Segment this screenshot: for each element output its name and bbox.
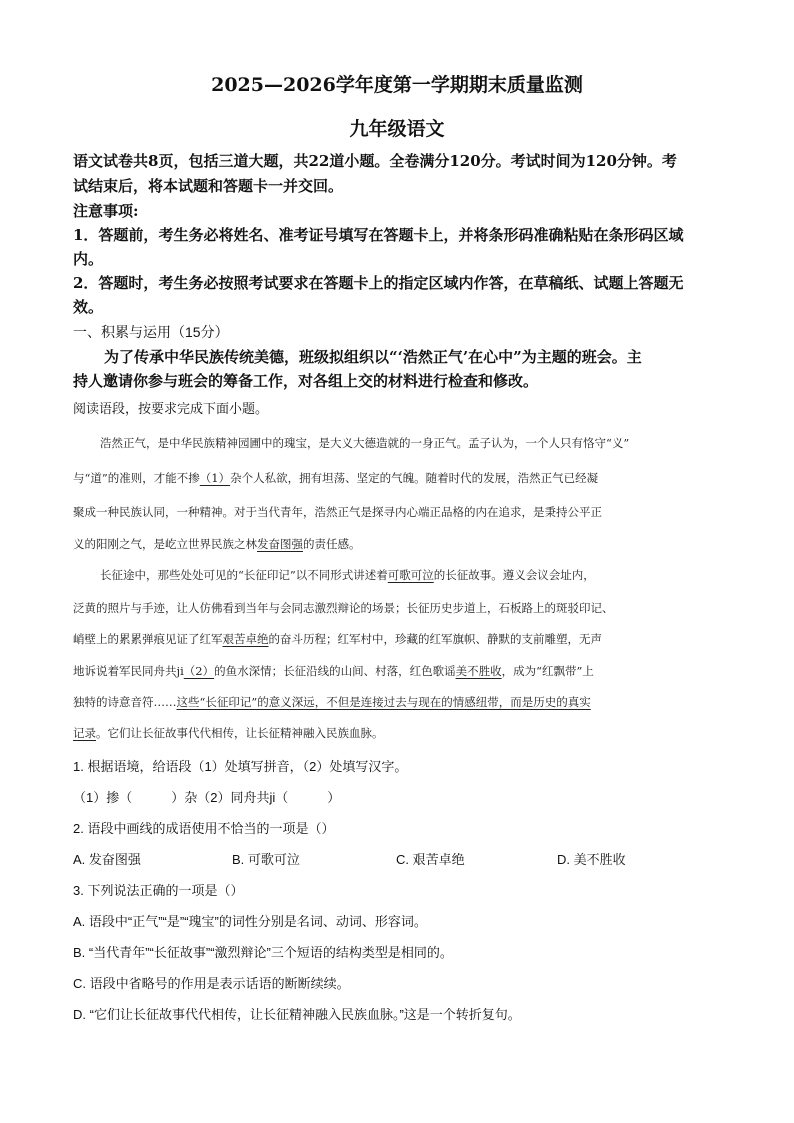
- passage-text: 的长征故事。遵义会议会址内，: [433, 568, 595, 582]
- passage-p1-line-2: [73, 470, 598, 486]
- passage-text: 地诉说着军民同舟共ji: [73, 664, 184, 678]
- passage-text: 义的阳刚之气，是屹立世界民族之林: [73, 537, 257, 551]
- note-1-line-2: 内。: [73, 250, 104, 268]
- underlined-idiom: 发奋图强: [257, 537, 303, 551]
- section-lead-2: 持人邀请你参与班会的筹备工作，对各组上交的材料进行检查和修改。: [73, 372, 539, 390]
- passage-p2-line-5: [73, 694, 591, 710]
- question-2-option-a: A. 发奋图强: [73, 852, 141, 867]
- underlined-idiom: 艰苦卓绝: [222, 632, 269, 646]
- question-2-option-b: B. 可歌可泣: [232, 852, 300, 867]
- intro-line-1: 语文试卷共8页，包括三道大题，共22道小题。全卷满分120分。考试时间为120分钟。考: [73, 152, 677, 170]
- passage-text: 。它们让长征故事代代相传，让长征精神融入民族血脉。: [96, 726, 384, 740]
- passage-p2-line-2: 泛黄的照片与手迹，让人仿佛看到当年与会同志激烈辩论的场景；长征历史步道上，石板路上的斑驳印记、: [73, 601, 614, 615]
- question-3: 3. 下列说法正确的一项是（）: [73, 883, 244, 898]
- question-3-option-a: A. 语段中“正气”“是”“瑰宝”的词性分别是名词、动词、形容词。: [73, 914, 427, 929]
- passage-text: 与“道”的准则，才能不掺: [73, 471, 200, 485]
- note-2-line-2: 效。: [73, 298, 104, 316]
- passage-text: 峭壁上的累累弹痕见证了红军: [73, 632, 223, 646]
- notes-title: 注意事项:: [73, 202, 139, 220]
- passage-text: 独特的诗意音符……: [73, 695, 177, 709]
- section-instruction: 阅读语段，按要求完成下面小题。: [73, 401, 269, 416]
- section-heading: 一、积累与运用（15分）: [73, 324, 229, 340]
- passage-text: ，成为“红飘带”上: [501, 664, 594, 678]
- blank-1: （1）: [199, 471, 231, 485]
- passage-p2-line-6: [73, 725, 384, 741]
- question-2: 2. 语段中画线的成语使用不恰当的一项是（）: [73, 821, 335, 836]
- passage-text: 的责任感。: [303, 537, 361, 551]
- question-3-option-c: C. 语段中省略号的作用是表示话语的断断续续。: [73, 976, 350, 991]
- passage-p1-line-1: 浩然正气，是中华民族精神园圃中的瑰宝，是大义大德造就的一身正气。孟子认为，一个人只有恪守“义”: [100, 436, 630, 450]
- underlined-sentence: 这些“长征印记”的意义深远，不但是连接过去与现在的情感纽带，而是历史的真实: [176, 695, 591, 709]
- question-3-option-b: B. “当代青年”“长征故事”“激烈辩论”三个短语的结构类型是相同的。: [73, 945, 453, 960]
- note-2-line-1: 2．答题时，考生务必按照考试要求在答题卡上的指定区域内作答，在草稿纸、试题上答题无: [73, 274, 684, 292]
- underlined-idiom: 美不胜收: [455, 664, 502, 678]
- note-1-line-1: 1．答题前，考生务必将姓名、准考证号填写在答题卡上，并将条形码准确粘贴在条形码区域: [73, 226, 684, 244]
- passage-p1-line-4: [73, 536, 361, 552]
- question-2-option-c: C. 艰苦卓绝: [396, 852, 465, 867]
- passage-text: 的鱼水深情；长征沿线的山间、村落，红色歌谣: [214, 664, 456, 678]
- blank-2: （2）: [183, 664, 215, 678]
- question-1-blanks: （1）掺（ ）杂（2）同舟共ji（ ）: [73, 790, 341, 805]
- question-2-option-d: D. 美不胜收: [557, 852, 626, 867]
- passage-p2-line-1: [100, 567, 595, 583]
- passage-text: 杂个人私欲，拥有坦荡、坚定的气魄。随着时代的发展，浩然正气已经凝: [230, 471, 599, 485]
- passage-p2-line-4: [73, 663, 594, 679]
- exam-title: 2025—2026学年度第一学期期末质量监测: [211, 74, 583, 96]
- underlined-sentence: 记录: [73, 726, 96, 740]
- intro-line-2: 试结束后，将本试题和答题卡一并交回。: [73, 177, 344, 195]
- section-lead-1: 为了传承中华民族传统美德，班级拟组织以“‘浩然正气’在心中”为主题的班会。主: [104, 348, 642, 366]
- passage-text: 长征途中，那些处处可见的“长征印记”以不同形式讲述着: [100, 568, 388, 582]
- passage-p2-line-3: [73, 631, 602, 647]
- question-3-option-d: D. “它们让长征故事代代相传，让长征精神融入民族血脉。”这是一个转折复句。: [73, 1007, 521, 1022]
- exam-subtitle: 九年级语文: [349, 118, 445, 140]
- underlined-idiom: 可歌可泣: [387, 568, 434, 582]
- passage-p1-line-3: 聚成一种民族认同，一种精神。对于当代青年，浩然正气是探寻内心端正品格的内在追求，是秉持公平正: [73, 505, 602, 519]
- passage-text: 的奋斗历程；红军村中，珍藏的红军旗帜、静默的支前雕塑，无声: [268, 632, 602, 646]
- question-1: 1. 根据语境，给语段（1）处填写拼音，（2）处填写汉字。: [73, 759, 408, 774]
